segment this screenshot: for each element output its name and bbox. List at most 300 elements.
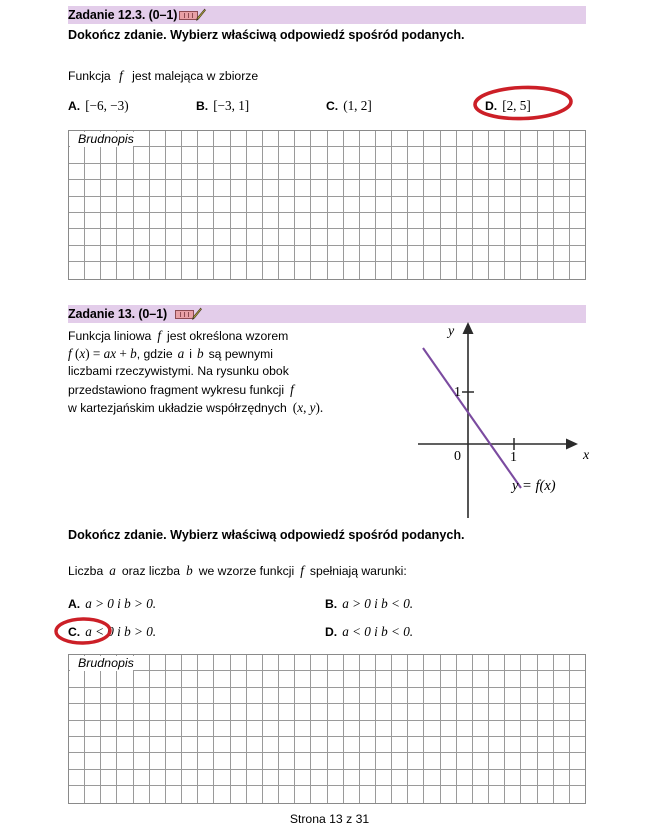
draft-grid-cell[interactable] xyxy=(214,655,230,671)
draft-grid-cell[interactable] xyxy=(360,164,376,180)
draft-grid-cell[interactable] xyxy=(134,164,150,180)
draft-grid-cell[interactable] xyxy=(231,147,247,163)
draft-grid-cell[interactable] xyxy=(150,770,166,786)
draft-grid-cell[interactable] xyxy=(344,229,360,245)
draft-grid-cell[interactable] xyxy=(166,180,182,196)
draft-grid-cell[interactable] xyxy=(570,197,585,213)
draft-grid-cell[interactable] xyxy=(344,164,360,180)
draft-grid-cell[interactable] xyxy=(214,704,230,720)
draft-grid-cell[interactable] xyxy=(279,655,295,671)
draft-grid-cell[interactable] xyxy=(392,229,408,245)
draft-grid-cell[interactable] xyxy=(392,164,408,180)
draft-grid-cell[interactable] xyxy=(554,671,570,687)
draft-grid-cell[interactable] xyxy=(473,197,489,213)
draft-grid-cell[interactable] xyxy=(214,688,230,704)
draft-grid-cell[interactable] xyxy=(247,655,263,671)
draft-grid-cell[interactable] xyxy=(570,180,585,196)
draft-grid-cell[interactable] xyxy=(166,197,182,213)
draft-grid-cell[interactable] xyxy=(328,671,344,687)
draft-grid-cell[interactable] xyxy=(117,786,133,802)
draft-grid-cell[interactable] xyxy=(231,655,247,671)
draft-grid-cell[interactable] xyxy=(198,704,214,720)
draft-grid-cell[interactable] xyxy=(376,246,392,262)
draft-grid-cell[interactable] xyxy=(441,229,457,245)
draft-grid-cell[interactable] xyxy=(150,246,166,262)
draft-grid-cell[interactable] xyxy=(441,213,457,229)
draft-grid-cell[interactable] xyxy=(214,131,230,147)
draft-grid-cell[interactable] xyxy=(376,655,392,671)
draft-grid-cell[interactable] xyxy=(360,753,376,769)
draft-grid-cell[interactable] xyxy=(408,197,424,213)
draft-grid-cell[interactable] xyxy=(311,164,327,180)
draft-grid-cell[interactable] xyxy=(69,164,85,180)
draft-grid-cell[interactable] xyxy=(231,262,247,278)
draft-grid-cell[interactable] xyxy=(279,197,295,213)
draft-grid-cell[interactable] xyxy=(311,262,327,278)
draft-grid-cell[interactable] xyxy=(231,770,247,786)
draft-grid-cell[interactable] xyxy=(489,704,505,720)
draft-grid-cell[interactable] xyxy=(279,671,295,687)
draft-grid-cell[interactable] xyxy=(231,671,247,687)
draft-grid-cell[interactable] xyxy=(101,770,117,786)
draft-grid-cell[interactable] xyxy=(247,131,263,147)
draft-grid-cell[interactable] xyxy=(505,213,521,229)
draft-grid-cell[interactable] xyxy=(408,131,424,147)
draft-grid-cell[interactable] xyxy=(182,786,198,802)
draft-grid-cell[interactable] xyxy=(198,147,214,163)
draft-grid-cell[interactable] xyxy=(505,753,521,769)
draft-grid-cell[interactable] xyxy=(392,721,408,737)
draft-grid-cell[interactable] xyxy=(166,131,182,147)
draft-grid-cell[interactable] xyxy=(538,213,554,229)
draft-grid-cell[interactable] xyxy=(247,180,263,196)
draft-grid-cell[interactable] xyxy=(538,246,554,262)
draft-grid-cell[interactable] xyxy=(198,213,214,229)
draft-grid-cell[interactable] xyxy=(554,655,570,671)
draft-grid-cell[interactable] xyxy=(521,786,537,802)
draft-grid-cell[interactable] xyxy=(457,262,473,278)
draft-grid-cell[interactable] xyxy=(101,197,117,213)
draft-grid-cell[interactable] xyxy=(134,688,150,704)
draft-grid-cell[interactable] xyxy=(117,180,133,196)
draft-grid-cell[interactable] xyxy=(392,213,408,229)
draft-grid-cell[interactable] xyxy=(376,197,392,213)
draft-grid-cell[interactable] xyxy=(295,737,311,753)
draft-grid-cell[interactable] xyxy=(101,704,117,720)
draft-grid-cell[interactable] xyxy=(150,688,166,704)
draft-grid-cell[interactable] xyxy=(554,721,570,737)
draft-grid-cell[interactable] xyxy=(182,262,198,278)
draft-grid-cell[interactable] xyxy=(424,213,440,229)
draft-grid-cell[interactable] xyxy=(117,197,133,213)
draft-grid-cell[interactable] xyxy=(489,164,505,180)
draft-grid-cell[interactable] xyxy=(311,147,327,163)
draft-grid-cell[interactable] xyxy=(166,753,182,769)
draft-grid-cell[interactable] xyxy=(214,262,230,278)
draft-grid-cell[interactable] xyxy=(554,704,570,720)
draft-grid-cell[interactable] xyxy=(408,704,424,720)
draft-grid-cell[interactable] xyxy=(554,770,570,786)
draft-grid-cell[interactable] xyxy=(328,786,344,802)
task-13-option-a[interactable] xyxy=(68,596,156,612)
draft-grid-cell[interactable] xyxy=(392,688,408,704)
draft-grid-cell[interactable] xyxy=(198,229,214,245)
draft-grid-cell[interactable] xyxy=(570,164,585,180)
draft-grid-cell[interactable] xyxy=(150,147,166,163)
draft-grid-cell[interactable] xyxy=(538,770,554,786)
draft-grid-cell[interactable] xyxy=(69,213,85,229)
draft-grid-cell[interactable] xyxy=(328,262,344,278)
draft-grid-cell[interactable] xyxy=(554,147,570,163)
draft-grid-cell[interactable] xyxy=(328,246,344,262)
draft-grid-cell[interactable] xyxy=(247,737,263,753)
draft-grid-cell[interactable] xyxy=(441,180,457,196)
draft-grid-cell[interactable] xyxy=(473,131,489,147)
draft-grid-cell[interactable] xyxy=(441,671,457,687)
draft-grid-cell[interactable] xyxy=(311,229,327,245)
draft-grid-cell[interactable] xyxy=(570,688,585,704)
draft-grid-cell[interactable] xyxy=(134,262,150,278)
draft-grid-cell[interactable] xyxy=(344,262,360,278)
draft-grid-cell[interactable] xyxy=(311,246,327,262)
draft-grid-cell[interactable] xyxy=(166,704,182,720)
draft-grid-cell[interactable] xyxy=(489,770,505,786)
draft-grid-cell[interactable] xyxy=(360,180,376,196)
draft-grid-cell[interactable] xyxy=(424,737,440,753)
draft-grid-cell[interactable] xyxy=(295,786,311,802)
draft-grid-cell[interactable] xyxy=(424,180,440,196)
draft-grid-cell[interactable] xyxy=(295,197,311,213)
draft-grid-cell[interactable] xyxy=(295,704,311,720)
draft-grid-cell[interactable] xyxy=(198,197,214,213)
draft-grid-cell[interactable] xyxy=(214,213,230,229)
draft-grid-cell[interactable] xyxy=(231,688,247,704)
draft-grid-cell[interactable] xyxy=(457,197,473,213)
draft-grid-cell[interactable] xyxy=(344,246,360,262)
draft-grid-cell[interactable] xyxy=(247,671,263,687)
draft-grid-cell[interactable] xyxy=(376,704,392,720)
draft-grid-cell[interactable] xyxy=(489,688,505,704)
draft-grid-cell[interactable] xyxy=(489,262,505,278)
draft-grid-cell[interactable] xyxy=(505,246,521,262)
draft-grid-cell[interactable] xyxy=(360,770,376,786)
draft-grid-cell[interactable] xyxy=(198,737,214,753)
draft-grid-cell[interactable] xyxy=(441,147,457,163)
draft-grid-cell[interactable] xyxy=(134,229,150,245)
draft-grid-cell[interactable] xyxy=(424,786,440,802)
draft-grid-cell[interactable] xyxy=(85,213,101,229)
draft-grid-cell[interactable] xyxy=(247,197,263,213)
draft-grid-cell[interactable] xyxy=(150,786,166,802)
draft-grid-cell[interactable] xyxy=(117,753,133,769)
draft-grid-cell[interactable] xyxy=(457,753,473,769)
draft-grid-cell[interactable] xyxy=(295,164,311,180)
draft-grid-cell[interactable] xyxy=(166,770,182,786)
draft-grid-cell[interactable] xyxy=(392,655,408,671)
draft-grid-cell[interactable] xyxy=(101,164,117,180)
draft-grid-cell[interactable] xyxy=(489,229,505,245)
draft-grid-cell[interactable] xyxy=(279,721,295,737)
draft-grid-cell[interactable] xyxy=(279,704,295,720)
draft-grid-cell[interactable] xyxy=(392,197,408,213)
draft-grid-cell[interactable] xyxy=(279,737,295,753)
draft-grid-cell[interactable] xyxy=(408,164,424,180)
draft-grid-cell[interactable] xyxy=(376,721,392,737)
draft-grid-cell[interactable] xyxy=(538,721,554,737)
draft-grid-cell[interactable] xyxy=(457,737,473,753)
draft-grid-cell[interactable] xyxy=(489,753,505,769)
draft-grid-cell[interactable] xyxy=(198,688,214,704)
draft-grid-cell[interactable] xyxy=(263,262,279,278)
draft-grid-cell[interactable] xyxy=(360,147,376,163)
draft-grid-cell[interactable] xyxy=(521,655,537,671)
draft-grid-cell[interactable] xyxy=(117,213,133,229)
draft-grid-cell[interactable] xyxy=(231,213,247,229)
draft-grid-cell[interactable] xyxy=(360,704,376,720)
draft-grid-cell[interactable] xyxy=(521,737,537,753)
draft-grid-cell[interactable] xyxy=(69,197,85,213)
draft-grid-cell[interactable] xyxy=(344,180,360,196)
draft-grid-cell[interactable] xyxy=(521,704,537,720)
draft-grid-cell[interactable] xyxy=(85,704,101,720)
draft-grid-cell[interactable] xyxy=(198,164,214,180)
draft-grid-cell[interactable] xyxy=(231,131,247,147)
draft-grid-cell[interactable] xyxy=(134,147,150,163)
draft-grid-cell[interactable] xyxy=(231,180,247,196)
draft-grid-cell[interactable] xyxy=(328,753,344,769)
draft-grid-cell[interactable] xyxy=(198,180,214,196)
draft-grid-cell[interactable] xyxy=(263,229,279,245)
draft-grid-cell[interactable] xyxy=(505,737,521,753)
task-13-option-c[interactable] xyxy=(68,624,156,640)
draft-grid-cell[interactable] xyxy=(505,688,521,704)
draft-grid-cell[interactable] xyxy=(473,721,489,737)
draft-grid-cell[interactable] xyxy=(295,229,311,245)
draft-grid-cell[interactable] xyxy=(85,164,101,180)
draft-grid-cell[interactable] xyxy=(457,246,473,262)
draft-grid-cell[interactable] xyxy=(69,229,85,245)
draft-grid-cell[interactable] xyxy=(570,131,585,147)
draft-grid-cell[interactable] xyxy=(570,655,585,671)
draft-grid-cell[interactable] xyxy=(328,655,344,671)
draft-grid-cell[interactable] xyxy=(457,229,473,245)
draft-grid-cell[interactable] xyxy=(69,704,85,720)
draft-grid-cell[interactable] xyxy=(538,688,554,704)
draft-grid-cell[interactable] xyxy=(473,753,489,769)
draft-grid-cell[interactable] xyxy=(424,164,440,180)
draft-grid-cell[interactable] xyxy=(182,213,198,229)
draft-grid-cell[interactable] xyxy=(328,131,344,147)
draft-grid-cell[interactable] xyxy=(134,737,150,753)
draft-grid-cell[interactable] xyxy=(344,671,360,687)
draft-grid-cell[interactable] xyxy=(69,671,85,687)
draft-grid-cell[interactable] xyxy=(279,164,295,180)
draft-grid-cell[interactable] xyxy=(538,786,554,802)
draft-grid-cell[interactable] xyxy=(473,704,489,720)
draft-grid-cell[interactable] xyxy=(473,147,489,163)
draft-grid-cell[interactable] xyxy=(101,737,117,753)
draft-grid-cell[interactable] xyxy=(198,770,214,786)
draft-grid-cell[interactable] xyxy=(408,753,424,769)
draft-grid-cell[interactable] xyxy=(328,704,344,720)
draft-grid-cell[interactable] xyxy=(344,131,360,147)
draft-grid-cell[interactable] xyxy=(473,262,489,278)
draft-grid-cell[interactable] xyxy=(263,688,279,704)
draft-grid-cell[interactable] xyxy=(85,688,101,704)
draft-grid-cell[interactable] xyxy=(85,229,101,245)
draft-grid-cell[interactable] xyxy=(554,262,570,278)
draft-grid-cell[interactable] xyxy=(117,147,133,163)
draft-grid-cell[interactable] xyxy=(214,197,230,213)
draft-grid-cell[interactable] xyxy=(408,688,424,704)
draft-grid-cell[interactable] xyxy=(424,197,440,213)
draft-grid-cell[interactable] xyxy=(457,786,473,802)
draft-grid-cell[interactable] xyxy=(489,246,505,262)
draft-grid-cell[interactable] xyxy=(247,704,263,720)
draft-grid-cell[interactable] xyxy=(408,246,424,262)
draft-grid-cell[interactable] xyxy=(182,655,198,671)
draft-grid-cell[interactable] xyxy=(134,246,150,262)
draft-grid-cell[interactable] xyxy=(473,229,489,245)
draft-grid-cell[interactable] xyxy=(166,164,182,180)
draft-grid-cell[interactable] xyxy=(295,131,311,147)
draft-grid-cell[interactable] xyxy=(554,131,570,147)
draft-grid-cell[interactable] xyxy=(263,655,279,671)
draft-grid-cell[interactable] xyxy=(263,671,279,687)
draft-grid-cell[interactable] xyxy=(134,704,150,720)
draft-grid-cell[interactable] xyxy=(344,147,360,163)
draft-grid-cell[interactable] xyxy=(376,180,392,196)
draft-grid-cell[interactable] xyxy=(214,770,230,786)
draft-grid-cell[interactable] xyxy=(554,246,570,262)
draft-grid-cell[interactable] xyxy=(554,164,570,180)
draft-grid-cell[interactable] xyxy=(521,213,537,229)
draft-grid-cell[interactable] xyxy=(198,671,214,687)
draft-grid-cell[interactable] xyxy=(441,721,457,737)
draft-grid-cell[interactable] xyxy=(457,213,473,229)
draft-grid-cell[interactable] xyxy=(457,688,473,704)
draft-grid-cell[interactable] xyxy=(570,671,585,687)
draft-grid-cell[interactable] xyxy=(263,246,279,262)
draft-grid-cell[interactable] xyxy=(182,770,198,786)
draft-grid-cell[interactable] xyxy=(441,197,457,213)
draft-grid-cell[interactable] xyxy=(554,786,570,802)
draft-grid-cell[interactable] xyxy=(263,213,279,229)
draft-grid-cell[interactable] xyxy=(166,213,182,229)
draft-grid-cell[interactable] xyxy=(182,753,198,769)
draft-grid-cell[interactable] xyxy=(392,262,408,278)
draft-grid-cell[interactable] xyxy=(231,704,247,720)
draft-grid-cell[interactable] xyxy=(457,164,473,180)
draft-grid-cell[interactable] xyxy=(279,213,295,229)
draft-grid-cell[interactable] xyxy=(247,147,263,163)
draft-grid-cell[interactable] xyxy=(214,671,230,687)
draft-grid-cell[interactable] xyxy=(521,753,537,769)
draft-grid-cell[interactable] xyxy=(101,721,117,737)
draft-grid-cell[interactable] xyxy=(166,688,182,704)
draft-grid-cell[interactable] xyxy=(69,246,85,262)
task-13-option-d[interactable] xyxy=(325,624,413,640)
draft-grid-cell[interactable] xyxy=(521,131,537,147)
draft-grid-cell[interactable] xyxy=(182,688,198,704)
draft-grid-cell[interactable] xyxy=(279,770,295,786)
draft-grid-cell[interactable] xyxy=(360,671,376,687)
draft-grid-cell[interactable] xyxy=(117,671,133,687)
draft-grid-cell[interactable] xyxy=(247,688,263,704)
draft-grid-cell[interactable] xyxy=(231,737,247,753)
draft-grid-cell[interactable] xyxy=(231,164,247,180)
draft-grid-cell[interactable] xyxy=(505,770,521,786)
draft-grid-cell[interactable] xyxy=(473,688,489,704)
draft-grid-cell[interactable] xyxy=(570,229,585,245)
draft-grid-cell[interactable] xyxy=(69,770,85,786)
draft-grid-cell[interactable] xyxy=(166,246,182,262)
draft-grid-cell[interactable] xyxy=(182,164,198,180)
draft-grid-cell[interactable] xyxy=(198,246,214,262)
draft-grid-cell[interactable] xyxy=(182,197,198,213)
draft-grid-cell[interactable] xyxy=(279,229,295,245)
draft-grid-cell[interactable] xyxy=(85,147,101,163)
task-12-option-d[interactable] xyxy=(485,98,531,114)
draft-grid-cell[interactable] xyxy=(408,721,424,737)
draft-grid-cell[interactable] xyxy=(85,753,101,769)
draft-grid-cell[interactable] xyxy=(247,229,263,245)
draft-grid-cell[interactable] xyxy=(279,131,295,147)
draft-grid-cell[interactable] xyxy=(182,147,198,163)
draft-grid-cell[interactable] xyxy=(295,721,311,737)
draft-grid-cell[interactable] xyxy=(198,262,214,278)
draft-grid-cell[interactable] xyxy=(554,688,570,704)
draft-grid-cell[interactable] xyxy=(473,737,489,753)
draft-grid-cell[interactable] xyxy=(69,721,85,737)
draft-grid-cell[interactable] xyxy=(505,655,521,671)
draft-grid-cell[interactable] xyxy=(328,197,344,213)
draft-grid-cell[interactable] xyxy=(489,131,505,147)
draft-grid-cell[interactable] xyxy=(85,737,101,753)
draft-grid-cell[interactable] xyxy=(538,147,554,163)
draft-grid-cell[interactable] xyxy=(295,655,311,671)
draft-grid-cell[interactable] xyxy=(166,229,182,245)
draft-grid-cell[interactable] xyxy=(69,753,85,769)
draft-grid-cell[interactable] xyxy=(247,786,263,802)
draft-grid-cell[interactable] xyxy=(214,147,230,163)
draft-grid-cell[interactable] xyxy=(505,164,521,180)
draft-grid-cell[interactable] xyxy=(441,770,457,786)
draft-grid-cell[interactable] xyxy=(521,164,537,180)
draft-grid-cell[interactable] xyxy=(457,671,473,687)
draft-grid-cell[interactable] xyxy=(231,753,247,769)
draft-grid-cell[interactable] xyxy=(101,229,117,245)
draft-grid-cell[interactable] xyxy=(69,786,85,802)
draft-grid-cell[interactable] xyxy=(69,688,85,704)
draft-grid-cell[interactable] xyxy=(570,770,585,786)
draft-grid-cell[interactable] xyxy=(505,704,521,720)
draft-grid-cell[interactable] xyxy=(570,704,585,720)
draft-grid-cell[interactable] xyxy=(328,770,344,786)
draft-grid-cell[interactable] xyxy=(376,262,392,278)
draft-grid-cell[interactable] xyxy=(521,246,537,262)
draft-grid-cell[interactable] xyxy=(408,786,424,802)
draft-grid-cell[interactable] xyxy=(457,180,473,196)
draft-grid-cell[interactable] xyxy=(376,671,392,687)
draft-grid-cell[interactable] xyxy=(134,786,150,802)
draft-grid-cell[interactable] xyxy=(473,213,489,229)
draft-grid-cell[interactable] xyxy=(101,246,117,262)
draft-grid-cell[interactable] xyxy=(134,753,150,769)
draft-grid-cell[interactable] xyxy=(198,131,214,147)
draft-grid-cell[interactable] xyxy=(101,180,117,196)
draft-grid-cell[interactable] xyxy=(231,197,247,213)
